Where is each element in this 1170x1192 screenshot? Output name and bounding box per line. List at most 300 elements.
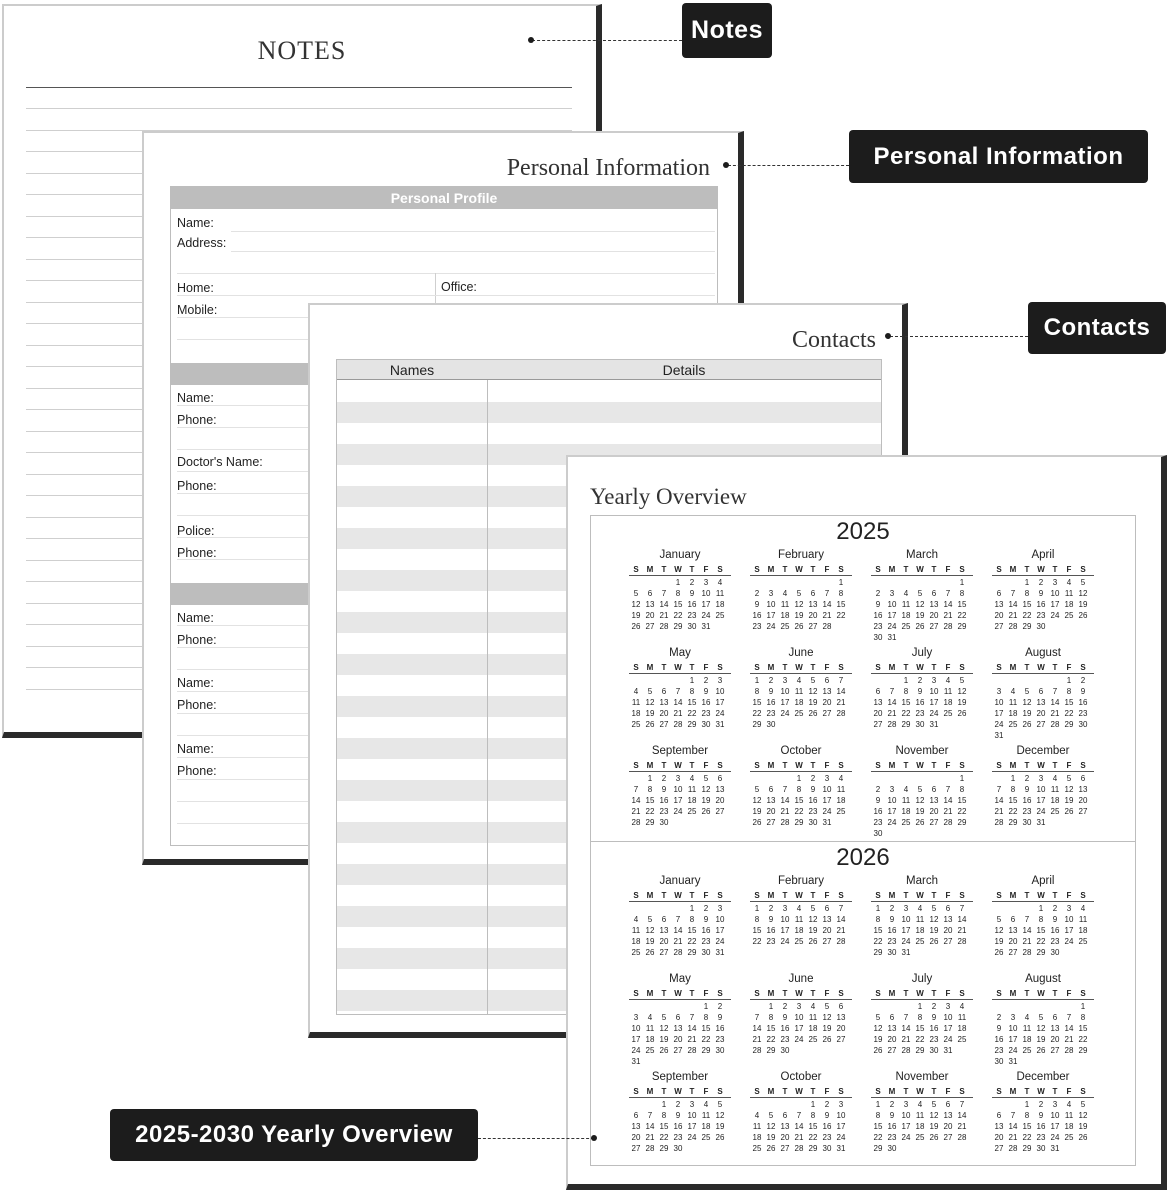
day-number: 30 [701,948,711,957]
weekday-label: T [661,565,667,574]
weekday-label: S [996,891,1002,900]
day-grid [992,1001,1094,1067]
day-number: 6 [931,785,937,794]
weekday-label: T [661,1087,667,1096]
day-number: 9 [996,1024,1002,1033]
weekday-label: F [703,761,709,770]
weekday-label: T [661,663,667,672]
day-number: 16 [752,611,762,620]
day-number: 5 [959,676,965,685]
day-number: 9 [1052,915,1058,924]
day-number: 27 [1036,720,1046,729]
weekday-label: S [959,565,965,574]
day-blank [806,577,820,588]
day-number: 31 [631,1057,641,1066]
day-number: 15 [836,600,846,609]
month-calendar [871,744,973,839]
day-number: 28 [1050,720,1060,729]
day-number: 26 [659,1046,669,1055]
day-number: 16 [929,1024,939,1033]
weekday-label: T [1052,891,1058,900]
day-number: 7 [903,1013,909,1022]
day-number: 9 [661,785,667,794]
day-number: 15 [1022,1122,1032,1131]
day-number: 11 [957,1013,967,1022]
day-number: 16 [873,611,883,620]
day-number: 10 [1050,589,1060,598]
day-number: 15 [687,698,697,707]
day-number: 25 [915,937,925,946]
day-number: 9 [917,687,923,696]
month-name: March [906,549,938,561]
day-number: 2 [703,904,709,913]
weekday-label: W [916,565,924,574]
day-number: 17 [1064,926,1074,935]
weekday-header [750,1086,852,1098]
day-number: 15 [901,698,911,707]
year-heading: 2025 [836,518,890,545]
day-number: 30 [780,1046,790,1055]
day-number: 12 [1064,785,1074,794]
contacts-callout-dot [885,333,891,339]
day-number: 11 [794,915,804,924]
day-number: 17 [943,1024,953,1033]
day-blank [992,1099,1006,1110]
day-number: 23 [873,622,883,631]
day-number: 6 [1052,1013,1058,1022]
day-number: 27 [715,807,725,816]
month-name: February [777,875,825,887]
day-number: 10 [1064,915,1074,924]
weekday-label: M [888,989,896,998]
weekday-label: F [945,1087,951,1096]
day-number: 5 [1066,774,1072,783]
day-number: 17 [631,1035,641,1044]
weekday-label: W [1037,1087,1045,1096]
day-number: 6 [1080,774,1086,783]
day-blank [992,1001,1006,1012]
day-number: 28 [673,948,683,957]
day-number: 19 [915,807,925,816]
weekday-label: T [1024,761,1030,770]
day-blank [750,773,764,784]
day-number: 28 [1064,1046,1074,1055]
notes-callout: Notes [682,3,772,58]
address-line-2 [177,273,715,274]
weekday-label: F [945,565,951,574]
day-number: 17 [822,796,832,805]
day-blank [992,577,1006,588]
day-number: 6 [717,774,723,783]
names-column-header: Names [389,362,435,378]
weekday-label: W [1037,761,1045,770]
weekday-label: S [717,989,723,998]
day-number: 27 [766,818,776,827]
day-number: 9 [703,915,709,924]
day-number: 12 [659,1024,669,1033]
day-number: 2 [917,676,923,685]
day-number: 13 [943,915,953,924]
day-number: 17 [780,926,790,935]
day-number: 6 [838,1002,844,1011]
weekday-label: F [824,663,830,672]
weekday-label: W [1037,989,1045,998]
day-number: 16 [766,926,776,935]
day-number: 1 [689,676,695,685]
day-number: 8 [917,1013,923,1022]
day-number: 24 [1008,1046,1018,1055]
day-blank [899,577,913,588]
day-number: 2 [689,578,695,587]
day-number: 17 [836,1122,846,1131]
weekday-label: S [838,891,844,900]
day-blank [657,903,671,914]
day-number: 6 [810,589,816,598]
day-number: 18 [631,709,641,718]
day-blank [778,773,792,784]
month-calendar [629,874,731,958]
day-number: 27 [1078,807,1088,816]
weekday-label: T [782,761,788,770]
day-number: 17 [715,926,725,935]
day-blank [750,1099,764,1110]
day-number: 11 [780,600,790,609]
day-grid [750,577,852,632]
day-blank [629,1099,643,1110]
day-number: 3 [703,578,709,587]
day-blank [1006,577,1020,588]
day-number: 14 [673,698,683,707]
weekday-label: F [1066,989,1072,998]
day-blank [899,1001,913,1012]
day-number: 28 [1022,948,1032,957]
month-name: May [669,973,691,985]
day-grid [629,1099,731,1154]
weekday-label: M [767,565,775,574]
day-number: 26 [1022,720,1032,729]
contacts-callout-connector [890,336,1028,337]
day-number: 7 [1066,1013,1072,1022]
weekday-label: F [1066,761,1072,770]
weekday-label: W [1037,565,1045,574]
day-number: 30 [1022,818,1032,827]
day-number: 3 [824,774,830,783]
name-label-3: Name: [177,611,214,625]
day-number: 15 [794,796,804,805]
day-number: 6 [768,785,774,794]
address-line [231,251,715,252]
day-number: 17 [901,1122,911,1131]
weekday-label: S [959,663,965,672]
day-number: 14 [1050,698,1060,707]
day-number: 21 [752,1035,762,1044]
day-number: 29 [752,720,762,729]
day-number: 8 [903,687,909,696]
day-number: 24 [780,709,790,718]
weekday-label: S [875,565,881,574]
day-number: 23 [994,1046,1004,1055]
weekday-header [629,564,731,576]
day-number: 17 [1036,796,1046,805]
day-number: 4 [703,1100,709,1109]
day-number: 20 [929,611,939,620]
day-number: 10 [887,600,897,609]
day-blank [885,577,899,588]
day-number: 24 [929,709,939,718]
month-name: August [1025,973,1061,985]
day-number: 7 [945,785,951,794]
day-number: 10 [780,915,790,924]
day-grid [871,675,973,730]
day-number: 26 [994,948,1004,957]
day-number: 2 [810,774,816,783]
day-number: 12 [808,687,818,696]
day-number: 23 [873,818,883,827]
day-number: 8 [838,589,844,598]
day-number: 19 [1036,1035,1046,1044]
weekday-label: F [824,565,830,574]
day-number: 18 [836,796,846,805]
day-number: 10 [929,687,939,696]
weekday-label: W [1037,663,1045,672]
day-number: 26 [915,622,925,631]
day-number: 10 [901,1111,911,1120]
day-number: 9 [717,1013,723,1022]
day-number: 23 [701,709,711,718]
weekday-label: S [717,891,723,900]
contacts-table-header [337,360,881,380]
day-number: 22 [957,611,967,620]
weekday-label: M [888,565,896,574]
day-number: 6 [945,904,951,913]
day-blank [885,1001,899,1012]
day-number: 9 [931,1013,937,1022]
weekday-label: W [916,891,924,900]
day-number: 24 [822,807,832,816]
weekday-label: S [754,663,760,672]
weekday-label: M [646,989,654,998]
day-number: 23 [715,1035,725,1044]
day-number: 21 [631,807,641,816]
weekday-label: W [795,989,803,998]
day-number: 15 [752,698,762,707]
personal-profile-band: Personal Profile [171,187,717,209]
day-blank [792,577,806,588]
weekday-label: M [646,663,654,672]
day-blank [629,1001,643,1012]
day-number: 8 [647,785,653,794]
day-number: 27 [943,937,953,946]
day-number: 1 [689,904,695,913]
day-number: 24 [1050,1133,1060,1142]
day-number: 29 [673,622,683,631]
day-number: 7 [1010,1111,1016,1120]
day-number: 16 [887,1122,897,1131]
day-number: 3 [717,676,723,685]
day-number: 16 [994,1035,1004,1044]
day-number: 30 [766,720,776,729]
day-number: 31 [1008,1057,1018,1066]
weekday-label: F [824,989,830,998]
day-number: 2 [661,774,667,783]
weekday-label: T [903,891,909,900]
day-number: 16 [915,698,925,707]
weekday-label: T [931,663,937,672]
day-number: 31 [701,622,711,631]
day-number: 13 [715,785,725,794]
day-number: 24 [687,1133,697,1142]
day-number: 18 [808,1024,818,1033]
weekday-label: T [1052,565,1058,574]
day-number: 12 [915,600,925,609]
day-number: 10 [715,687,725,696]
day-number: 20 [780,1133,790,1142]
day-number: 4 [717,578,723,587]
day-number: 30 [873,633,883,642]
day-blank [871,1001,885,1012]
day-number: 18 [701,1122,711,1131]
personal-information-callout: Personal Information [849,130,1148,183]
day-grid [629,903,731,958]
month-name: March [906,875,938,887]
day-number: 10 [887,796,897,805]
day-number: 4 [633,915,639,924]
day-number: 20 [836,1024,846,1033]
day-number: 21 [901,1035,911,1044]
day-number: 11 [1064,589,1074,598]
day-number: 24 [715,937,725,946]
weekday-label: F [1066,663,1072,672]
day-blank [1048,675,1062,686]
weekday-label: T [810,989,816,998]
day-number: 18 [915,926,925,935]
day-number: 9 [675,1111,681,1120]
day-number: 3 [768,589,774,598]
day-number: 17 [715,698,725,707]
weekday-label: F [703,565,709,574]
day-number: 26 [915,818,925,827]
day-number: 28 [836,709,846,718]
year-divider [591,841,1135,842]
weekday-label: T [1024,989,1030,998]
day-number: 8 [689,687,695,696]
day-number: 1 [1010,774,1016,783]
day-number: 7 [689,1013,695,1022]
day-number: 23 [929,1035,939,1044]
day-number: 30 [822,1144,832,1153]
day-number: 24 [887,818,897,827]
day-number: 5 [810,904,816,913]
weekday-label: T [782,989,788,998]
contacts-row-stripe [337,402,881,423]
weekday-label: T [931,761,937,770]
day-number: 16 [822,1122,832,1131]
day-number: 10 [836,1111,846,1120]
day-number: 26 [808,709,818,718]
day-number: 11 [645,1024,655,1033]
weekday-label: T [689,663,695,672]
day-number: 10 [673,785,683,794]
day-number: 5 [661,1013,667,1022]
day-number: 3 [675,774,681,783]
day-number: 21 [943,807,953,816]
month-calendar [992,1070,1094,1154]
month-calendar [750,972,852,1056]
day-number: 27 [887,1046,897,1055]
day-number: 27 [1008,948,1018,957]
day-blank [671,903,685,914]
day-number: 20 [673,1035,683,1044]
day-number: 13 [780,1122,790,1131]
day-number: 18 [780,611,790,620]
day-number: 14 [901,1024,911,1033]
day-number: 9 [824,1111,830,1120]
weekday-label: F [824,1087,830,1096]
day-number: 8 [1010,785,1016,794]
day-number: 22 [766,1035,776,1044]
day-number: 15 [915,1024,925,1033]
day-number: 24 [766,622,776,631]
day-number: 5 [717,1100,723,1109]
day-number: 1 [754,904,760,913]
day-number: 4 [796,676,802,685]
day-number: 4 [1066,1100,1072,1109]
day-number: 8 [1038,915,1044,924]
weekday-header [992,662,1094,674]
day-number: 4 [1052,774,1058,783]
day-blank [643,903,657,914]
weekday-label: T [689,565,695,574]
day-number: 27 [808,622,818,631]
day-blank [1006,1001,1020,1012]
day-number: 3 [633,1013,639,1022]
day-number: 19 [752,807,762,816]
day-blank [671,1001,685,1012]
day-number: 17 [994,709,1004,718]
month-name: February [777,549,825,561]
day-number: 3 [1052,1100,1058,1109]
day-number: 25 [836,807,846,816]
weekday-label: F [945,891,951,900]
day-number: 20 [715,796,725,805]
weekday-label: F [703,989,709,998]
day-number: 30 [1050,948,1060,957]
day-number: 2 [717,1002,723,1011]
weekday-label: F [824,761,830,770]
day-number: 26 [701,807,711,816]
day-number: 14 [631,796,641,805]
day-number: 12 [957,687,967,696]
day-number: 6 [782,1111,788,1120]
day-number: 27 [659,948,669,957]
day-number: 16 [659,796,669,805]
day-number: 19 [766,1133,776,1142]
day-number: 13 [659,926,669,935]
weekday-label: S [996,663,1002,672]
day-number: 16 [687,600,697,609]
month-name: August [1025,647,1061,659]
weekday-label: S [754,565,760,574]
day-number: 31 [822,818,832,827]
day-number: 29 [701,1046,711,1055]
day-number: 11 [752,1122,762,1131]
day-number: 18 [645,1035,655,1044]
day-number: 14 [1064,1024,1074,1033]
weekday-label: T [1024,1087,1030,1096]
phone-label-4: Phone: [177,546,217,560]
day-number: 3 [1038,774,1044,783]
weekday-label: S [838,989,844,998]
